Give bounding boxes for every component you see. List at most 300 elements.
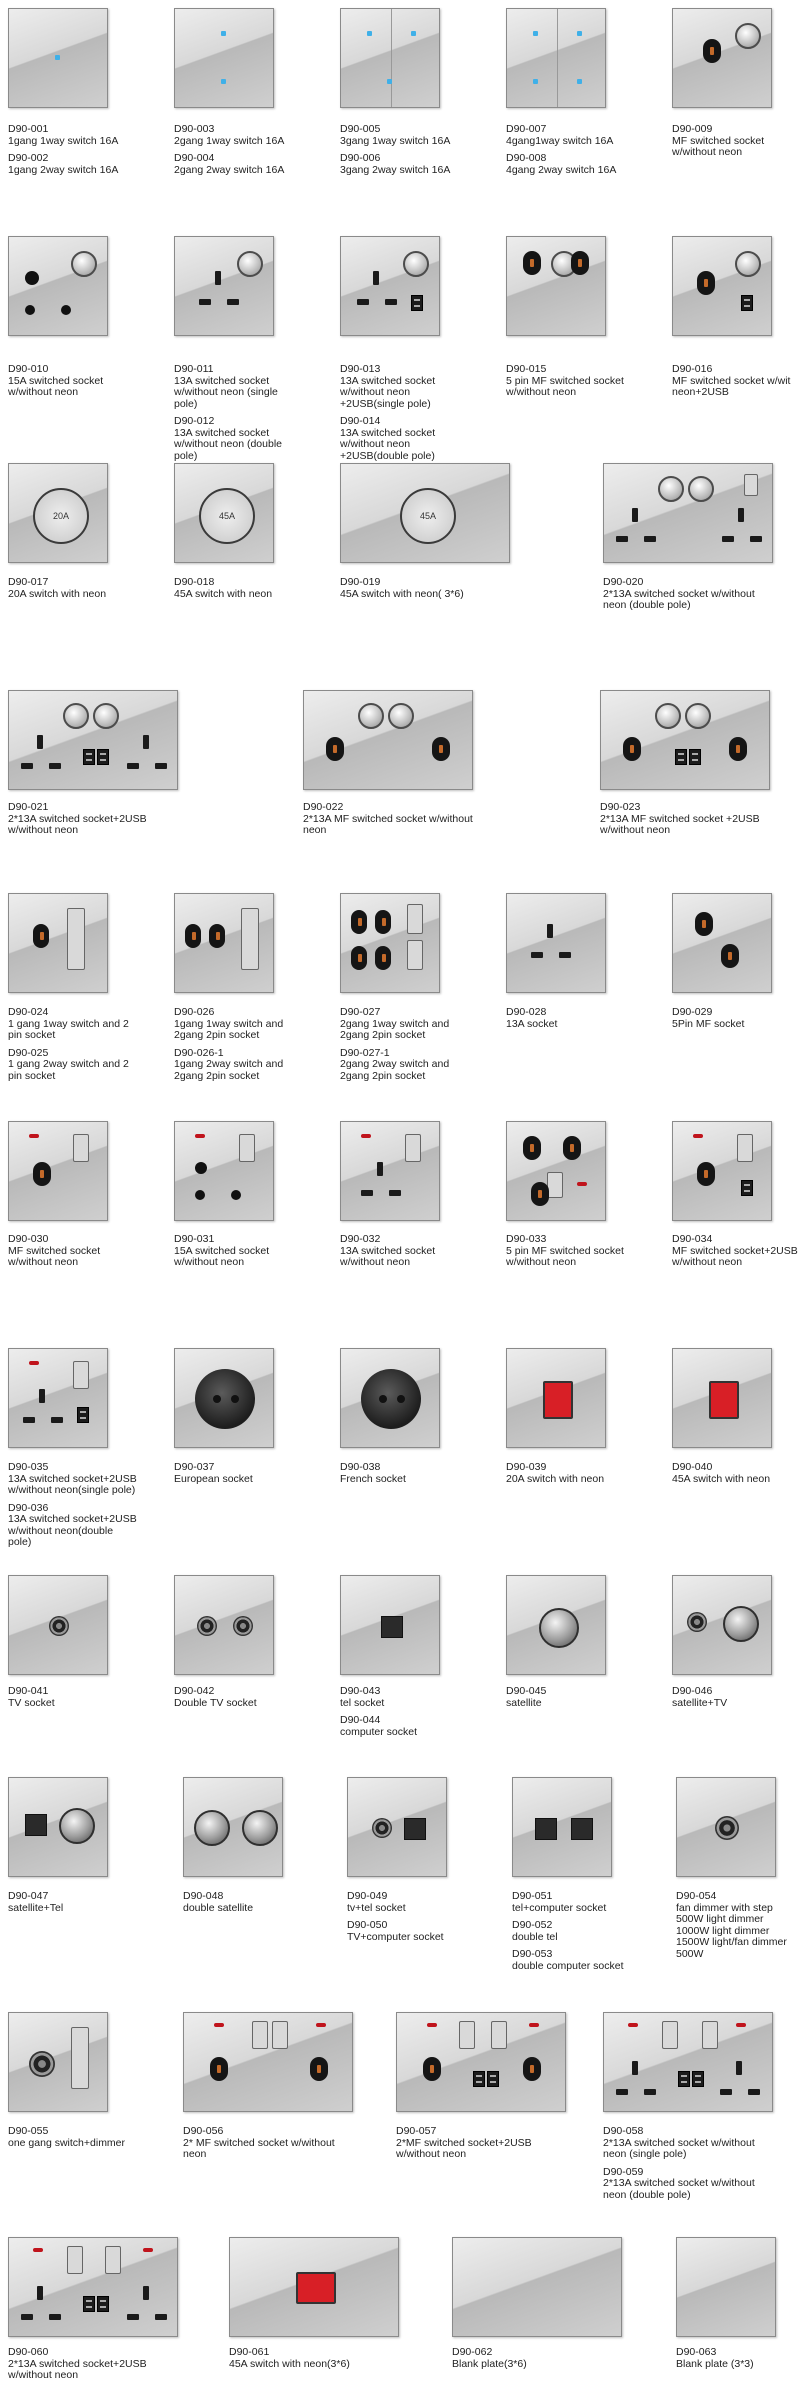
- product-description: European socket: [174, 1472, 253, 1485]
- plate-fixtures: [9, 1122, 108, 1221]
- product-description: 5 pin MF switched socket w/without neon: [506, 374, 624, 398]
- rocker-switch-icon: [252, 2021, 268, 2049]
- coax-socket-icon: [233, 1616, 253, 1636]
- socket-pin-icon: [155, 763, 167, 769]
- satellite-connector-icon: [194, 1810, 230, 1846]
- product-label: [672, 1234, 798, 1269]
- usb-port-icon: [473, 2071, 485, 2087]
- neon-indicator-icon: [29, 1134, 39, 1138]
- satellite-connector-icon: [539, 1608, 579, 1648]
- product-code: D90-047: [8, 1890, 49, 1902]
- 13a-switched-socket-neon-icon: [340, 1121, 440, 1221]
- socket-pin-icon: [39, 1389, 45, 1403]
- plate-fixtures: [9, 1349, 108, 1448]
- 13a-socket-usb-icon: [340, 236, 440, 336]
- socket-pin-icon: [23, 1417, 35, 1423]
- socket-hole-icon: [397, 1395, 405, 1403]
- product-description: 20A switch with neon: [8, 587, 107, 600]
- product-code: D90-010: [8, 363, 49, 375]
- four-gang-switch-icon: [506, 8, 606, 108]
- rocker-switch-icon: [547, 1172, 563, 1198]
- rocker-switch-icon: [662, 2021, 678, 2049]
- rj-jack-icon: [535, 1818, 557, 1840]
- neon-indicator-icon: [577, 1182, 587, 1186]
- product-label: [174, 1007, 304, 1082]
- plate-fixtures: [507, 1576, 606, 1675]
- plate-fixtures: [175, 1122, 274, 1221]
- 5pin-mf-plain-socket-icon: [672, 893, 772, 993]
- plate-fixtures: [175, 894, 274, 993]
- usb-port-icon: [487, 2071, 499, 2087]
- 13a-switched-socket-icon: [174, 236, 274, 336]
- usb-port-icon: [83, 749, 95, 765]
- product-entry: [8, 124, 138, 147]
- two-pin-socket-icon: [375, 910, 391, 934]
- socket-pin-icon: [357, 299, 369, 305]
- product-description: one gang switch+dimmer: [8, 2136, 126, 2149]
- product-code: D90-024: [8, 1006, 49, 1018]
- switch-led-icon: [533, 79, 538, 84]
- double-13a-socket-usb-icon: [8, 690, 178, 790]
- plate-fixtures: [9, 691, 178, 790]
- mf-socket-icon: [703, 39, 721, 63]
- plate-fixtures: [677, 1778, 776, 1877]
- socket-pin-icon: [616, 536, 628, 542]
- socket-pin-icon: [373, 271, 379, 285]
- neon-indicator-icon: [29, 1361, 39, 1365]
- product-entry: [183, 2126, 353, 2161]
- product-label: [8, 124, 138, 176]
- product-entry: [506, 1007, 636, 1030]
- usb-port-icon: [741, 295, 753, 311]
- product-code: D90-035: [8, 1461, 49, 1473]
- product-code: D90-028: [506, 1006, 547, 1018]
- product-description: 1gang 1way switch 16A: [8, 134, 119, 147]
- product-description: satellite+TV: [672, 1696, 728, 1709]
- product-description: MF switched socket w/wit neon+2USB: [672, 374, 791, 398]
- dimmer-knob-icon: [715, 1816, 739, 1840]
- switch-led-icon: [411, 31, 416, 36]
- product-entry: [8, 577, 138, 600]
- tv-socket-icon: [8, 1575, 108, 1675]
- product-description: 45A switch with neon( 3*6): [340, 587, 464, 600]
- product-label: [8, 1686, 138, 1709]
- product-entry: [8, 1891, 138, 1914]
- usb-port-icon: [411, 295, 423, 311]
- rocker-switch-icon: [459, 2021, 475, 2049]
- product-description: tel+computer socket: [512, 1901, 607, 1914]
- product-label: [672, 1686, 798, 1709]
- mf-switched-socket-icon: [672, 8, 772, 108]
- product-label: [340, 1686, 470, 1738]
- switch-led-icon: [367, 31, 372, 36]
- product-description: 2gang 1way switch and 2gang 2pin socket: [340, 1017, 450, 1041]
- product-code: D90-031: [174, 1233, 215, 1245]
- product-description: 2*13A MF switched socket +2USB w/without neon: [600, 812, 760, 836]
- socket-pin-icon: [49, 763, 61, 769]
- product-label: [340, 1007, 470, 1082]
- product-label: [600, 802, 770, 837]
- product-code: D90-002: [8, 152, 49, 164]
- socket-pin-icon: [389, 1190, 401, 1196]
- product-code: D90-015: [506, 363, 547, 375]
- plate-fixtures: [341, 1349, 440, 1448]
- mf-switched-socket-usb-neon-icon: [672, 1121, 772, 1221]
- plate-fixtures: [9, 9, 108, 108]
- rocker-button-icon: [93, 703, 119, 729]
- plate-fixtures: [304, 691, 473, 790]
- product-code: D90-040: [672, 1461, 713, 1473]
- satellite-tv-socket-icon: [672, 1575, 772, 1675]
- satellite-connector-icon: [59, 1808, 95, 1844]
- product-label: [8, 1007, 138, 1082]
- socket-pin-icon: [547, 924, 553, 938]
- product-description: 1 gang 1way switch and 2 pin socket: [8, 1017, 129, 1041]
- product-entry: [506, 364, 636, 399]
- dial-switch-icon: 45A: [400, 488, 456, 544]
- one-gang-switch-icon: [8, 8, 108, 108]
- switch-led-icon: [221, 79, 226, 84]
- blank-plate-3x3-icon: [676, 2237, 776, 2337]
- french-socket-icon: [340, 1348, 440, 1448]
- plate-fixtures: [673, 237, 772, 336]
- product-entry: [340, 1234, 470, 1269]
- rocker-button-icon: [655, 703, 681, 729]
- mf-socket-usb-icon: [672, 236, 772, 336]
- mf-socket-icon: [523, 251, 541, 275]
- 5pin-mf-switched-socket-neon-icon: [506, 1121, 606, 1221]
- product-code: D90-021: [8, 801, 49, 813]
- socket-pin-icon: [127, 763, 139, 769]
- product-description: MF switched socket w/without neon: [8, 1244, 101, 1268]
- double-mf-socket-usb-icon: [600, 690, 770, 790]
- product-entry: [340, 1686, 470, 1709]
- rocker-switch-icon: [272, 2021, 288, 2049]
- product-label: [8, 364, 138, 399]
- usb-port-icon: [675, 749, 687, 765]
- rocker-switch-icon: [73, 1361, 89, 1389]
- product-code: D90-033: [506, 1233, 547, 1245]
- product-description: TV socket: [8, 1696, 55, 1709]
- rocker-switch-icon: [491, 2021, 507, 2049]
- mf-socket-icon: [423, 2057, 441, 2081]
- product-label: [340, 364, 470, 462]
- product-entry: [603, 2126, 773, 2161]
- product-label: [340, 124, 470, 176]
- socket-pin-icon: [21, 2314, 33, 2320]
- product-description: tel socket: [340, 1696, 385, 1709]
- socket-pin-icon: [736, 2061, 742, 2075]
- plate-fixtures: [341, 894, 440, 993]
- mf-socket-icon: [697, 1162, 715, 1186]
- product-label: [347, 1891, 477, 1943]
- product-entry: [174, 1007, 304, 1042]
- product-label: [452, 2347, 622, 2370]
- neon-indicator-icon: [33, 2248, 43, 2252]
- three-gang-switch-icon: [340, 8, 440, 108]
- socket-hole-icon: [25, 271, 39, 285]
- product-code: D90-020: [603, 576, 644, 588]
- product-description: 3gang 2way switch 16A: [340, 163, 451, 176]
- neon-indicator-icon: [143, 2248, 153, 2252]
- switch-led-icon: [55, 55, 60, 60]
- product-code: D90-004: [174, 152, 215, 164]
- product-code: D90-049: [347, 1890, 388, 1902]
- socket-pin-icon: [37, 2286, 43, 2300]
- product-entry: [396, 2126, 566, 2161]
- rocker-button-icon: [685, 703, 711, 729]
- product-description: 1gang 2way switch 16A: [8, 163, 119, 176]
- product-label: [8, 1462, 138, 1549]
- product-entry: [174, 364, 304, 410]
- usb-port-icon: [692, 2071, 704, 2087]
- satellite-tel-socket-icon: [8, 1777, 108, 1877]
- plate-fixtures: [507, 894, 606, 993]
- product-entry: [512, 1891, 642, 1914]
- plate-fixtures: [341, 9, 440, 108]
- product-description: 20A switch with neon: [506, 1472, 605, 1485]
- plate-fixtures: [397, 2013, 566, 2112]
- socket-pin-icon: [143, 2286, 149, 2300]
- two-pin-socket-icon: [351, 910, 367, 934]
- product-description: 45A switch with neon(3*6): [229, 2357, 350, 2370]
- product-label: [506, 1686, 636, 1709]
- product-entry: [672, 1686, 798, 1709]
- 13a-socket-icon: [506, 893, 606, 993]
- product-label: [506, 1007, 636, 1030]
- neon-indicator-icon: [361, 1134, 371, 1138]
- usb-port-icon: [97, 749, 109, 765]
- socket-pin-icon: [722, 536, 734, 542]
- product-code: D90-007: [506, 123, 547, 135]
- product-label: [396, 2126, 566, 2161]
- socket-pin-icon: [616, 2089, 628, 2095]
- product-label: [672, 1007, 798, 1030]
- mf-socket-icon: [563, 1136, 581, 1160]
- usb-port-icon: [689, 749, 701, 765]
- product-label: [603, 577, 773, 612]
- rocker-switch-icon: [105, 2246, 121, 2274]
- coax-socket-icon: [372, 1818, 392, 1838]
- mf-socket-icon: [697, 271, 715, 295]
- product-label: [506, 124, 636, 176]
- product-description: 2gang 1way switch 16A: [174, 134, 285, 147]
- rj-jack-icon: [381, 1616, 403, 1638]
- product-entry: [506, 153, 636, 176]
- tv-tel-socket-icon: [347, 1777, 447, 1877]
- socket-pin-icon: [49, 2314, 61, 2320]
- product-code: D90-041: [8, 1685, 49, 1697]
- mf-socket-icon: [326, 737, 344, 761]
- product-label: [676, 1891, 798, 1960]
- gang-divider-icon: [557, 9, 558, 108]
- double-mf-socket-usb-neon-icon: [396, 2012, 566, 2112]
- product-description: double computer socket: [512, 1959, 624, 1972]
- product-description: fan dimmer with step 500W light dimmer 1000W light dimmer 1500W light/fan dimmer 500W: [676, 1901, 787, 1960]
- plate-fixtures: [341, 464, 510, 563]
- product-entry: [672, 364, 798, 399]
- product-entry: [8, 2347, 178, 2382]
- product-code: D90-022: [303, 801, 344, 813]
- plate-fixtures: [175, 464, 274, 563]
- product-description: 1 gang 2way switch and 2 pin socket: [8, 1058, 129, 1082]
- plate-fixtures: [175, 1349, 274, 1448]
- mf-switched-socket-neon-icon: [8, 1121, 108, 1221]
- product-label: [8, 2347, 178, 2382]
- product-label: [506, 1234, 636, 1269]
- product-code: D90-030: [8, 1233, 49, 1245]
- coax-socket-icon: [49, 1616, 69, 1636]
- rocker-switch-icon: [407, 904, 423, 934]
- product-code: D90-063: [676, 2346, 717, 2358]
- plate-fixtures: [9, 1778, 108, 1877]
- product-label: [174, 364, 304, 462]
- socket-hole-icon: [195, 1190, 205, 1200]
- usb-port-icon: [77, 1407, 89, 1423]
- two-gang-switch-icon: [174, 8, 274, 108]
- plate-fixtures: [677, 2238, 776, 2337]
- product-description: 13A switched socket w/without neon +2USB(double pole): [340, 426, 436, 462]
- product-code: D90-034: [672, 1233, 713, 1245]
- socket-pin-icon: [632, 508, 638, 522]
- product-entry: [8, 1234, 138, 1269]
- dimmer-knob-icon: [29, 2051, 55, 2077]
- socket-hole-icon: [195, 1162, 207, 1174]
- product-entry: [174, 124, 304, 147]
- product-description: MF switched socket+2USB w/without neon: [672, 1244, 798, 1268]
- plate-fixtures: [341, 237, 440, 336]
- neon-indicator-icon: [214, 2023, 224, 2027]
- satellite-connector-icon: [242, 1810, 278, 1846]
- product-description: 45A switch with neon: [174, 587, 273, 600]
- product-code: D90-062: [452, 2346, 493, 2358]
- plate-fixtures: [507, 9, 606, 108]
- plate-fixtures: [673, 1349, 772, 1448]
- plate-fixtures: [175, 237, 274, 336]
- plate-fixtures: [673, 1122, 772, 1221]
- product-label: [174, 1234, 304, 1269]
- product-entry: [340, 1048, 470, 1083]
- product-entry: [8, 1686, 138, 1709]
- product-code: D90-057: [396, 2125, 437, 2137]
- product-entry: [8, 1503, 138, 1549]
- product-label: [506, 364, 636, 399]
- product-label: [8, 1234, 138, 1269]
- french-socket-face-icon: [361, 1369, 421, 1429]
- socket-hole-icon: [231, 1395, 239, 1403]
- product-entry: [452, 2347, 622, 2370]
- rj-jack-icon: [25, 1814, 47, 1836]
- neon-indicator-icon: [693, 1134, 703, 1138]
- satellite-socket-icon: [506, 1575, 606, 1675]
- product-code: D90-046: [672, 1685, 713, 1697]
- product-code: D90-019: [340, 576, 381, 588]
- plate-fixtures: [673, 894, 772, 993]
- product-code: D90-005: [340, 123, 381, 135]
- plate-fixtures: [673, 1576, 772, 1675]
- socket-pin-icon: [644, 536, 656, 542]
- product-entry: [174, 1048, 304, 1083]
- product-entry: [512, 1920, 642, 1943]
- mf-socket-icon: [432, 737, 450, 761]
- plate-fixtures: [175, 9, 274, 108]
- two-pin-socket-icon: [185, 924, 201, 948]
- product-entry: [506, 1234, 636, 1269]
- plate-fixtures: [184, 2013, 353, 2112]
- product-description: satellite: [506, 1696, 542, 1709]
- rocker-switch-icon: [67, 908, 85, 970]
- socket-pin-icon: [644, 2089, 656, 2095]
- product-description: tv+tel socket: [347, 1901, 406, 1914]
- product-entry: [340, 416, 470, 462]
- switch-led-icon: [533, 31, 538, 36]
- product-entry: [676, 1891, 798, 1960]
- socket-pin-icon: [750, 536, 762, 542]
- coax-socket-icon: [197, 1616, 217, 1636]
- product-code: D90-012: [174, 415, 215, 427]
- red-rocker-switch-icon: [543, 1381, 573, 1419]
- mf-socket-icon: [523, 2057, 541, 2081]
- product-code: D90-025: [8, 1046, 49, 1059]
- product-code: D90-054: [676, 1890, 717, 1902]
- product-code: D90-036: [8, 1501, 49, 1514]
- rocker-switch-icon: [744, 474, 758, 496]
- product-label: [8, 802, 178, 837]
- product-entry: [347, 1920, 477, 1943]
- product-entry: [8, 2126, 138, 2149]
- socket-pin-icon: [361, 1190, 373, 1196]
- product-entry: [8, 1007, 138, 1042]
- product-code: D90-009: [672, 123, 713, 135]
- mf-socket-icon: [523, 1136, 541, 1160]
- rocker-button-icon: [735, 251, 761, 277]
- socket-hole-icon: [25, 305, 35, 315]
- product-description: Double TV socket: [174, 1696, 257, 1709]
- socket-pin-icon: [155, 2314, 167, 2320]
- product-description: 13A switched socket+2USB w/without neon(double pole): [8, 1513, 137, 1548]
- product-description: 2*13A switched socket w/without neon (double pole): [603, 587, 755, 611]
- product-entry: [506, 1686, 636, 1709]
- product-code: D90-001: [8, 123, 49, 135]
- product-entry: [340, 124, 470, 147]
- tel-socket-icon: [340, 1575, 440, 1675]
- product-entry: [8, 802, 178, 837]
- plate-fixtures: [341, 1122, 440, 1221]
- product-description: 4gang 2way switch 16A: [506, 163, 617, 176]
- product-description: 2*13A MF switched socket w/without neon: [303, 812, 473, 836]
- gang-divider-icon: [391, 9, 392, 108]
- rocker-button-icon: [658, 476, 684, 502]
- rj-jack-icon: [571, 1818, 593, 1840]
- product-label: [603, 2126, 773, 2201]
- product-entry: [340, 153, 470, 176]
- product-code: D90-027: [340, 1006, 381, 1018]
- product-entry: [347, 1891, 477, 1914]
- product-entry: [340, 1007, 470, 1042]
- product-code: D90-008: [506, 152, 547, 164]
- dial-switch-icon: 20A: [33, 488, 89, 544]
- product-entry: [672, 124, 798, 159]
- product-code: D90-016: [672, 363, 713, 375]
- product-code: D90-042: [174, 1685, 215, 1697]
- product-description: 2gang 2way switch and 2gang 2pin socket: [340, 1058, 450, 1082]
- dimmer-icon: [676, 1777, 776, 1877]
- product-description: 13A switched socket w/without neon: [340, 1244, 436, 1268]
- socket-hole-icon: [231, 1190, 241, 1200]
- product-code: D90-026: [174, 1006, 215, 1018]
- product-code: D90-029: [672, 1006, 713, 1018]
- double-mf-socket-icon: [303, 690, 473, 790]
